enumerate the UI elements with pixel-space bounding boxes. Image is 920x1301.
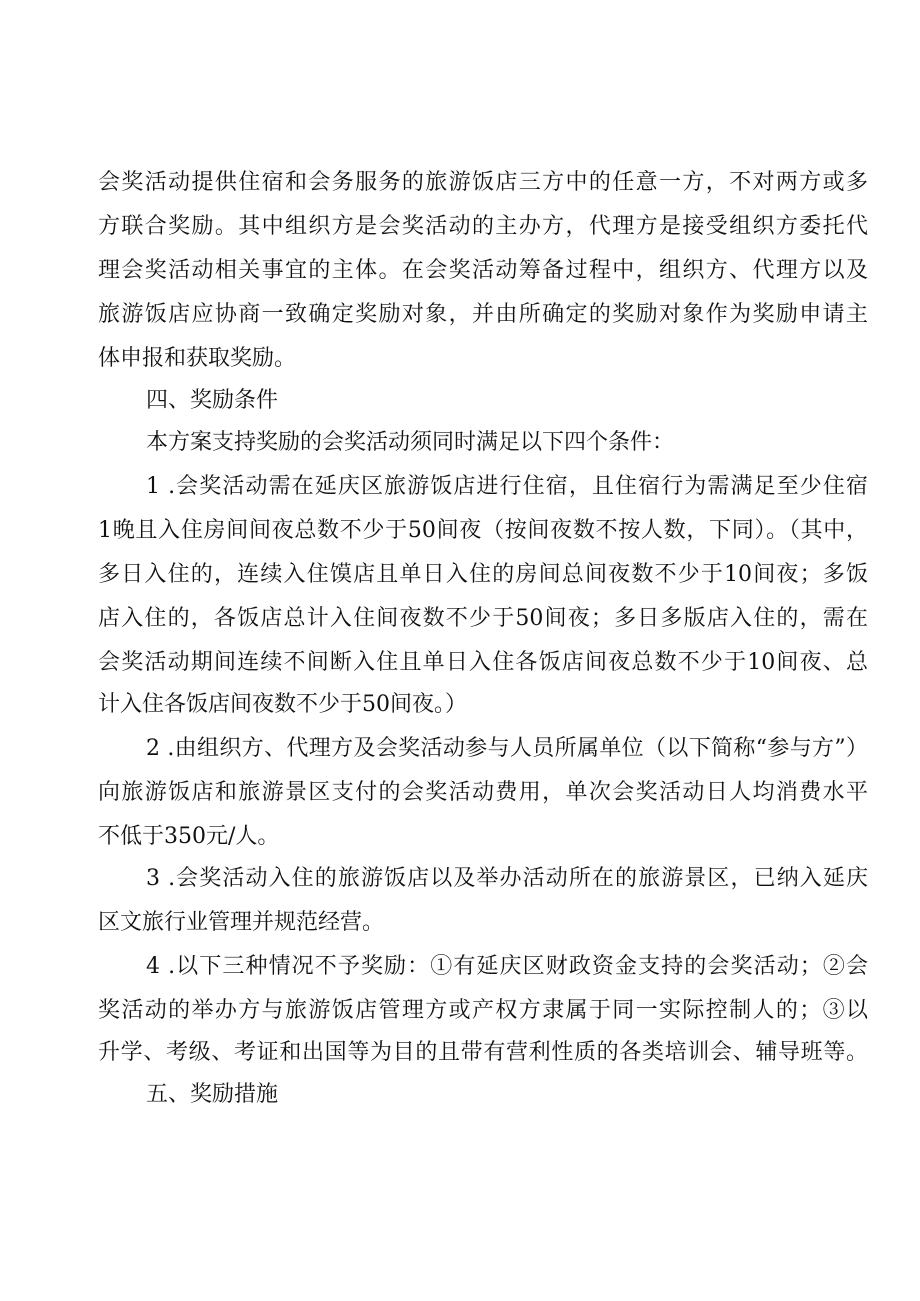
section-heading: 五、奖励措施	[146, 1082, 279, 1107]
item2-line: 2 .由组织方、代理方及会奖活动参与人员所属单位（以下简称“参与方”）	[146, 736, 868, 761]
item2-line: 不低于350元/人。	[98, 824, 280, 849]
item3-line: 区文旅行业管理并规范经营。	[98, 910, 385, 935]
item4-line: 奖活动的举办方与旅游饭店管理方或产权方隶属于同一实际控制人的；③以	[98, 998, 868, 1023]
item1-line: 店入住的，各饭店总计入住间夜数不少于50间夜；多日多版店入住的，需在	[98, 606, 868, 631]
paragraph-line: 体申报和获取奖励。	[98, 346, 297, 371]
section-intro: 本方案支持奖励的会奖活动须同时满足以下四个条件：	[146, 430, 675, 455]
paragraph-line: 旅游饭店应协商一致确定奖励对象，并由所确定的奖励对象作为奖励申请主	[98, 302, 868, 327]
item1-line: 计入住各饭店间夜数不少于50间夜。）	[98, 692, 467, 717]
item1-line: 1晚且入住房间间夜总数不少于50间夜（按间夜数不按人数，下同）。（其中，	[98, 518, 868, 543]
item2-line: 向旅游饭店和旅游景区支付的会奖活动费用，单次会奖活动日人均消费水平	[98, 780, 868, 805]
item1-line: 1 .会奖活动需在延庆区旅游饭店进行住宿，且住宿行为需满足至少住宿	[146, 474, 868, 499]
item1-line: 多日入住的，连续入住馍店且单日入住的房间总间夜数不少于10间夜；多饭	[98, 562, 868, 587]
paragraph-line: 理会奖活动相关事宜的主体。在会奖活动筹备过程中，组织方、代理方以及	[98, 258, 868, 283]
paragraph-line: 方联合奖励。其中组织方是会奖活动的主办方，代理方是接受组织方委托代	[98, 214, 868, 239]
section-heading: 四、奖励条件	[146, 388, 279, 413]
paragraph-line: 会奖活动提供住宿和会务服务的旅游饭店三方中的任意一方，不对两方或多	[98, 170, 868, 195]
item4-line: 4 .以下三种情况不予奖励：①有延庆区财政资金支持的会奖活动；②会	[146, 954, 868, 979]
item3-line: 3 .会奖活动入住的旅游饭店以及举办活动所在的旅游景区，已纳入延庆	[146, 866, 868, 891]
item4-line: 升学、考级、考证和出国等为目的且带有营利性质的各类培训会、辅导班等。	[98, 1040, 868, 1065]
item1-line: 会奖活动期间连续不间断入住且单日入住各饭店间夜总数不少于10间夜、总	[98, 650, 868, 675]
